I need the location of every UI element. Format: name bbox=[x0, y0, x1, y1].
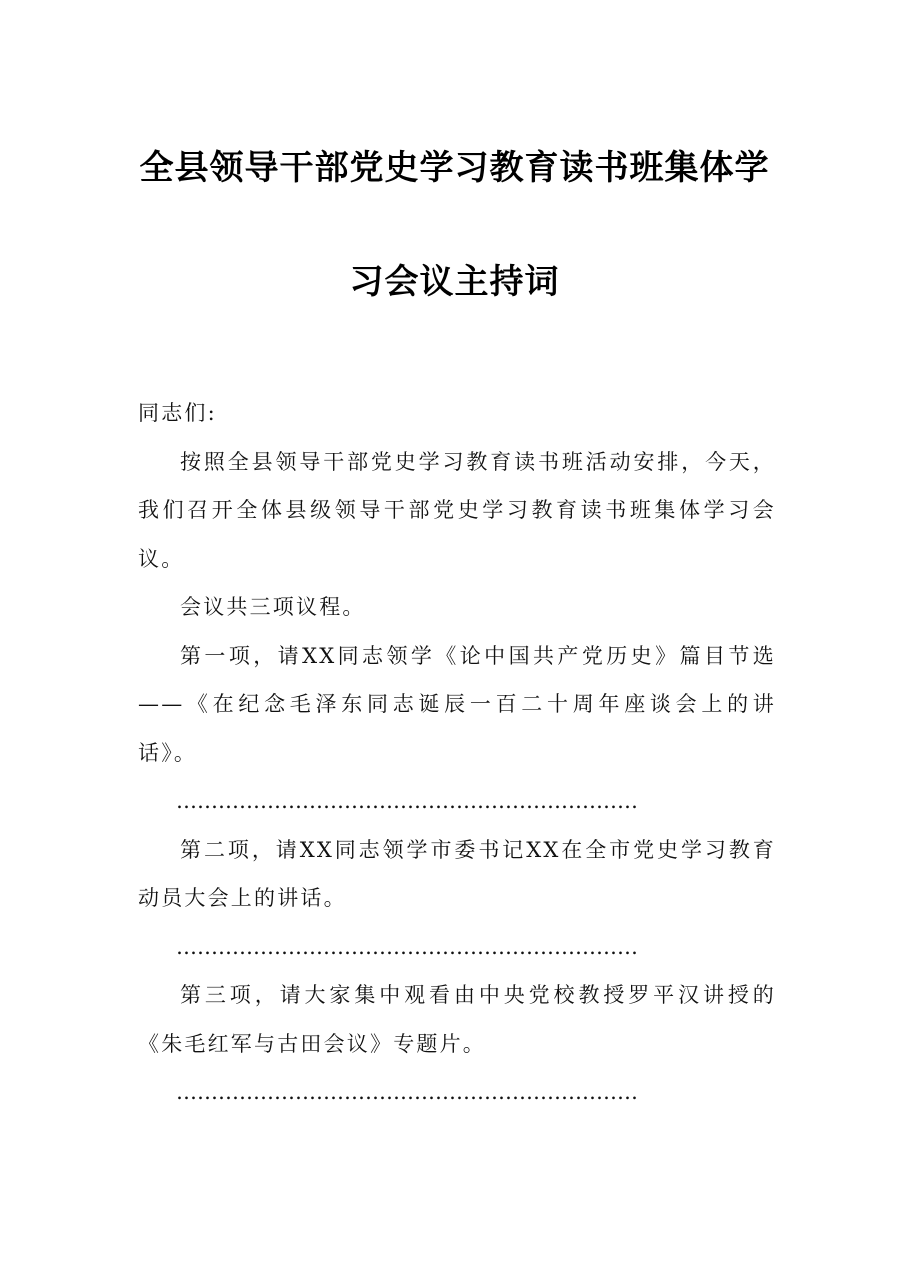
paragraph-agenda-count: 会议共三项议程。 bbox=[180, 595, 366, 619]
document-title-line-2: 习会议主持词 bbox=[349, 262, 560, 302]
document-body bbox=[138, 389, 776, 1117]
paragraph-item-one: 第一项，请XX同志领学《论中国共产党历史》篇目节选——《在纪念毛泽东同志诞辰一百二十周年座谈会上的讲话》。 bbox=[138, 643, 776, 765]
paragraph-item-two: 第二项，请XX同志领学市委书记XX在全市党史学习教育动员大会上的讲话。 bbox=[138, 837, 776, 910]
ellipsis-line-2: ………………………………………………………… bbox=[176, 934, 638, 959]
paragraph-arrangement: 按照全县领导干部党史学习教育读书班活动安排，今天，我们召开全体县级领导干部党史学习教育读书班集体学习会议。 bbox=[138, 449, 776, 571]
greeting: 同志们: bbox=[138, 401, 217, 425]
ellipsis-line-3: ………………………………………………………… bbox=[176, 1080, 638, 1104]
paragraph-item-three: 第三项，请大家集中观看由中央党校教授罗平汉讲授的《朱毛红军与古田会议》专题片。 bbox=[138, 983, 776, 1056]
ellipsis-line-1: ………………………………………………………… bbox=[176, 789, 638, 813]
document-title-line-1: 全县领导干部党史学习教育读书班集体学 bbox=[139, 148, 770, 188]
